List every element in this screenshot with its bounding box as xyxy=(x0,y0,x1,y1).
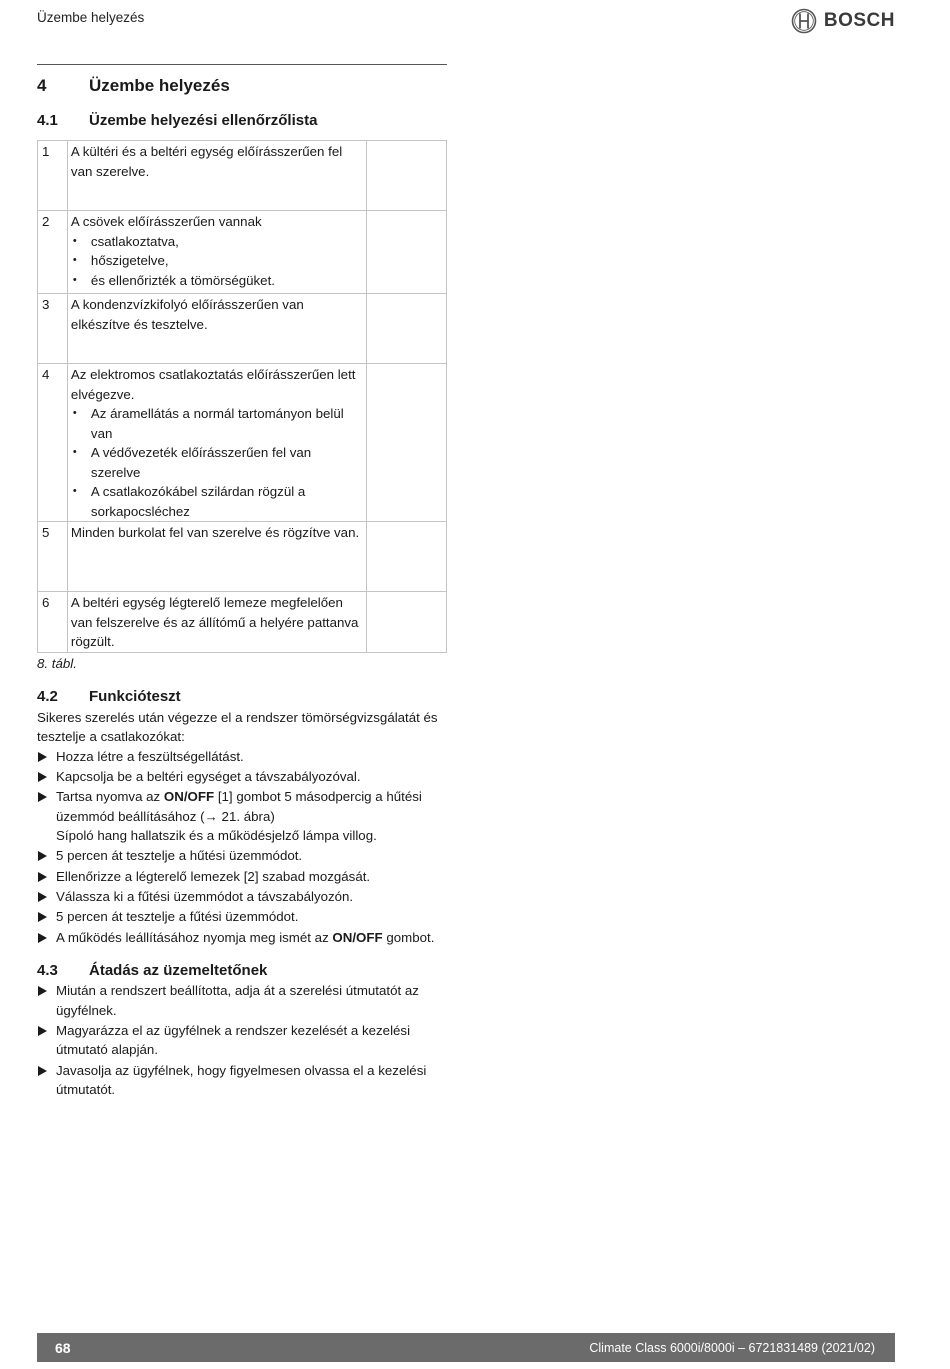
section-heading-4-2 xyxy=(37,686,447,708)
step-text: Javasolja az ügyfélnek, hogy figyelmesen olvassa el a kezelési útmutatót. xyxy=(56,1062,427,1098)
handover-steps xyxy=(37,981,447,1100)
arrow-bullet-icon xyxy=(38,986,47,996)
check-cell xyxy=(367,522,447,592)
arrow-bullet-icon xyxy=(38,1026,47,1036)
row-number: 4 xyxy=(38,364,68,522)
row-text-cell xyxy=(67,294,366,364)
check-cell xyxy=(367,294,447,364)
section-number: 4.3 xyxy=(37,961,58,979)
step-item xyxy=(37,981,447,1020)
arrow-bullet-icon xyxy=(38,851,47,861)
checklist-row xyxy=(38,364,447,522)
document-info: Climate Class 6000i/8000i – 6721831489 (2021/02) xyxy=(589,1340,875,1355)
page-footer xyxy=(37,1333,895,1362)
check-cell xyxy=(367,211,447,294)
page-number: 68 xyxy=(55,1339,71,1356)
row-text-cell xyxy=(67,522,366,592)
step-text: Kapcsolja be a beltéri egységet a távszabályozóval. xyxy=(56,768,361,784)
check-cell xyxy=(367,592,447,653)
step-result: Sípoló hang hallatszik és a működésjelző lámpa villog. xyxy=(56,828,377,844)
bullet-item: • A csatlakozókábel szilárdan rögzül a sorkapocsléchez xyxy=(71,482,364,521)
bullet-item: • A védővezeték előírásszerűen fel van szerelve xyxy=(71,443,364,482)
step-text: Ellenőrizze a légterelő lemezek [2] szabad mozgását. xyxy=(56,868,371,884)
row-text-cell xyxy=(67,211,366,294)
checklist-row xyxy=(38,141,447,211)
step-text: Válassza ki a fűtési üzemmódot a távszabályozón. xyxy=(56,888,354,904)
section-number: 4.1 xyxy=(37,111,58,129)
arrow-bullet-icon xyxy=(38,892,47,902)
main-content xyxy=(37,64,447,1100)
row-number: 6 xyxy=(38,592,68,653)
section-title: Funkcióteszt xyxy=(89,688,181,705)
step-text: Magyarázza el az ügyfélnek a rendszer kezelését a kezelési útmutató alapján. xyxy=(56,1022,411,1058)
step-item xyxy=(37,867,447,887)
arrow-bullet-icon xyxy=(38,872,47,882)
section-number: 4.2 xyxy=(37,688,58,705)
row-text: A beltéri egység légterelő lemeze megfelelően van felszerelve és az állítómű a helyére pattanva rögzült. xyxy=(70,595,359,649)
step-text: Tartsa nyomva az ON/OFF [1] gombot 5 másodpercig a hűtési üzemmód beállításához (→ 21. ábra) xyxy=(56,789,422,824)
bullet-item: • és ellenőrizték a tömörségüket. xyxy=(71,271,364,291)
function-test-steps xyxy=(37,747,447,948)
arrow-bullet-icon xyxy=(38,933,47,943)
chapter-number: 4 xyxy=(37,76,47,95)
section-title: Üzembe helyezési ellenőrzőlista xyxy=(89,111,318,129)
brand-block xyxy=(791,8,895,34)
row-text: Minden burkolat fel van szerelve és rögzítve van. xyxy=(70,525,360,540)
step-text: 5 percen át tesztelje a hűtési üzemmódot. xyxy=(56,848,303,864)
step-item xyxy=(37,928,447,948)
step-text: A működés leállításához nyomja meg ismét az ON/OFF gombot. xyxy=(56,929,435,945)
chapter-heading xyxy=(37,73,447,99)
bullet-item: • Az áramellátás a normál tartományon belül van xyxy=(71,404,364,443)
row-number: 1 xyxy=(38,141,68,211)
checklist-row xyxy=(38,522,447,592)
chapter-title: Üzembe helyezés xyxy=(89,76,230,95)
bosch-logo-icon xyxy=(791,8,817,34)
row-text: Az elektromos csatlakoztatás előírásszerűen lett elvégezve. xyxy=(70,367,356,402)
step-item xyxy=(37,1061,447,1100)
checklist-row xyxy=(38,294,447,364)
brand-wordmark: BOSCH xyxy=(823,10,895,31)
top-rule xyxy=(37,64,447,65)
bullet-item: • csatlakoztatva, xyxy=(71,232,364,252)
section-heading-4-1 xyxy=(37,109,447,131)
arrow-bullet-icon xyxy=(38,772,47,782)
section-intro: Sikeres szerelés után végezze el a rendszer tömörségvizsgálatát és tesztelje a csatlakozókat: xyxy=(37,709,438,744)
checklist-table xyxy=(37,140,447,653)
row-bullets xyxy=(71,232,364,291)
section-title: Átadás az üzemeltetőnek xyxy=(89,961,268,979)
checklist-row xyxy=(38,592,447,653)
row-text: A kültéri és a beltéri egység előírásszerűen fel van szerelve. xyxy=(70,144,343,179)
arrow-bullet-icon xyxy=(38,792,47,802)
row-number: 5 xyxy=(38,522,68,592)
step-item xyxy=(37,846,447,866)
step-text: Hozza létre a feszültségellátást. xyxy=(56,748,244,764)
step-text: Miután a rendszert beállította, adja át a szerelési útmutatót az ügyfélnek. xyxy=(56,983,419,1018)
step-item xyxy=(37,747,447,767)
check-cell xyxy=(367,141,447,211)
step-item xyxy=(37,907,447,927)
section-heading-4-3 xyxy=(37,959,447,981)
step-text: 5 percen át tesztelje a fűtési üzemmódot. xyxy=(56,909,299,925)
row-number: 2 xyxy=(38,211,68,294)
row-number: 3 xyxy=(38,294,68,364)
step-item xyxy=(37,767,447,787)
row-text-cell xyxy=(67,364,366,522)
step-item xyxy=(37,1021,447,1060)
row-text: A csövek előírásszerűen vannak xyxy=(70,214,262,229)
row-bullets xyxy=(71,404,364,521)
step-key: ON/OFF xyxy=(163,789,215,805)
row-text-cell xyxy=(67,592,366,653)
step-key: ON/OFF xyxy=(332,929,383,945)
step-item xyxy=(37,887,447,907)
row-text-cell xyxy=(67,141,366,211)
check-cell xyxy=(367,364,447,522)
arrow-bullet-icon xyxy=(38,912,47,922)
running-header-title: Üzembe helyezés xyxy=(37,10,145,25)
bullet-item: • hőszigetelve, xyxy=(71,251,364,271)
checklist-row xyxy=(38,211,447,294)
step-item xyxy=(37,787,447,846)
arrow-bullet-icon xyxy=(38,752,47,762)
arrow-bullet-icon xyxy=(38,1066,47,1076)
table-caption: 8. tábl. xyxy=(37,655,77,671)
row-text: A kondenzvízkifolyó előírásszerűen van elkészítve és tesztelve. xyxy=(70,297,304,332)
